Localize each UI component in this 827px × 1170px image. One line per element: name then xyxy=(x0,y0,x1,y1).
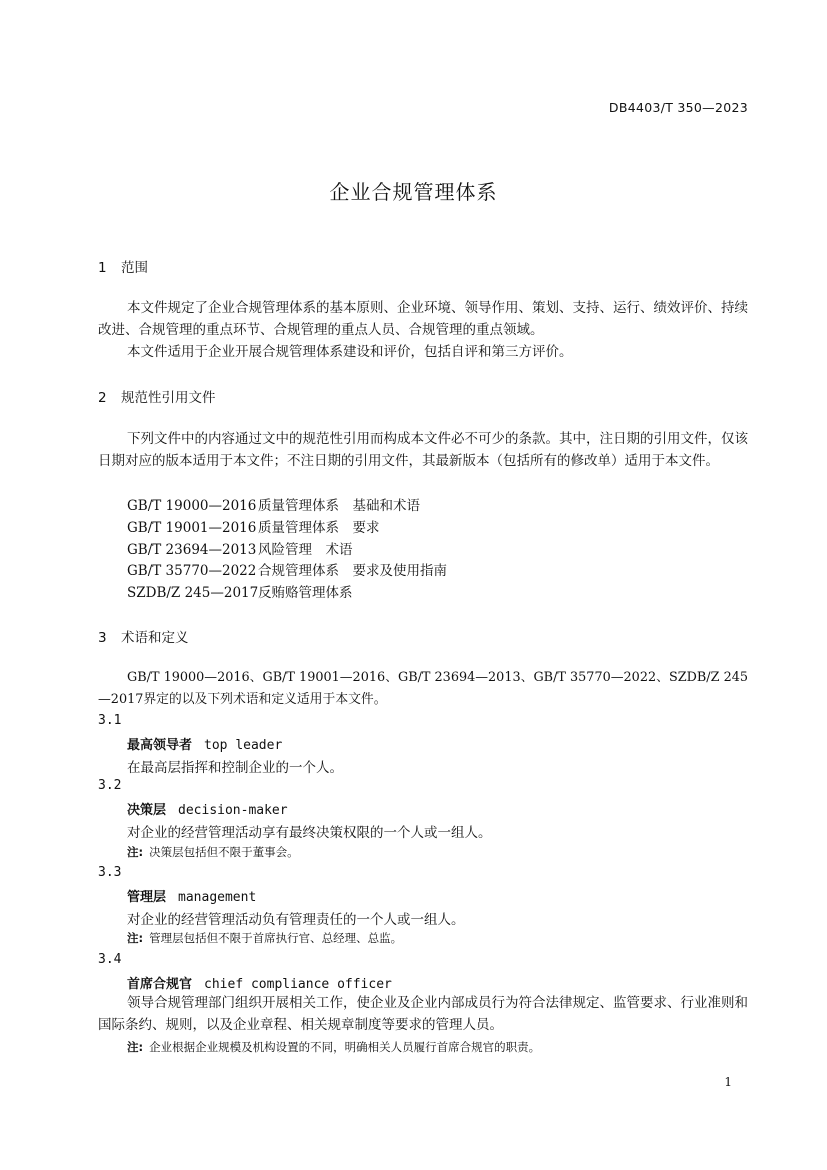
term-name-zh: 决策层 xyxy=(127,803,167,818)
section-title: 规范性引用文件 xyxy=(121,390,216,406)
section-1-paragraph-2: 本文件适用于企业开展合规管理体系建设和评价，包括自评和第三方评价。 xyxy=(127,344,573,360)
reference-item xyxy=(127,494,420,514)
reference-code: GB/T 35770—2022 xyxy=(127,563,257,579)
section-number: 3 xyxy=(98,630,107,646)
reference-title: 合规管理体系 要求及使用指南 xyxy=(258,563,447,579)
section-number: 2 xyxy=(98,390,107,406)
term-name-en: management xyxy=(178,890,257,905)
term-definition: 领导合规管理部门组织开展相关工作，使企业及企业内部成员行为符合法律规定、监管要求、行业准则和国际条约、规则，以及企业章程、相关规章制度等要求的管理人员。 xyxy=(98,995,748,1033)
note-text: 决策层包括但不限于董事会。 xyxy=(149,845,299,859)
section-3-intro: GB/T 19000—2016、GB/T 19001—2016、GB/T 23694—2013、GB/T 35770—2022、SZDB/Z 245—2017界定的以及下列术语和定义适用于本文件。 xyxy=(98,670,748,707)
reference-item xyxy=(127,581,353,601)
reference-title: 风险管理 术语 xyxy=(258,542,353,558)
section-1-paragraph-1: 本文件规定了企业合规管理体系的基本原则、企业环境、领导作用、策划、支持、运行、绩效评价、持续改进、合规管理的重点环节、合规管理的重点人员、合规管理的重点领域。 xyxy=(98,300,748,338)
section-title: 术语和定义 xyxy=(121,630,189,646)
reference-code: GB/T 23694—2013 xyxy=(127,542,257,558)
term-note xyxy=(127,930,402,946)
term-number: 3.4 xyxy=(98,952,122,967)
term-heading xyxy=(127,886,256,905)
note-label: 注: xyxy=(127,845,144,859)
note-label: 注: xyxy=(127,931,144,945)
reference-title: 反贿赂管理体系 xyxy=(258,585,353,601)
term-name-en: top leader xyxy=(204,738,283,753)
reference-code: SZDB/Z 245—2017 xyxy=(127,585,259,601)
term-note xyxy=(127,1039,540,1055)
term-name-en: chief compliance officer xyxy=(204,977,392,992)
term-definition: 对企业的经营管理活动享有最终决策权限的一个人或一组人。 xyxy=(127,825,492,841)
note-text: 企业根据企业规模及机构设置的不同，明确相关人员履行首席合规官的职责。 xyxy=(149,1040,541,1054)
term-note xyxy=(127,844,299,860)
term-number: 3.1 xyxy=(98,713,122,728)
reference-item xyxy=(127,516,380,536)
term-name-zh: 最高领导者 xyxy=(127,738,193,753)
section-2-heading xyxy=(98,386,216,406)
reference-item xyxy=(127,538,353,558)
term-name-en: decision-maker xyxy=(178,803,288,818)
document-code: DB4403/T 350—2023 xyxy=(608,100,748,115)
note-label: 注: xyxy=(127,1040,144,1054)
section-title: 范围 xyxy=(121,260,148,276)
reference-code: GB/T 19000—2016 xyxy=(127,498,257,514)
term-heading xyxy=(127,973,392,992)
term-number: 3.2 xyxy=(98,778,122,793)
reference-title: 质量管理体系 基础和术语 xyxy=(258,498,420,514)
page-title: 企业合规管理体系 xyxy=(329,180,498,204)
page-number: 1 xyxy=(724,1075,732,1089)
note-text: 管理层包括但不限于首席执行官、总经理、总监。 xyxy=(149,931,403,945)
term-name-zh: 首席合规官 xyxy=(127,977,193,992)
section-3-heading xyxy=(98,626,189,646)
term-definition: 在最高层指挥和控制企业的一个人。 xyxy=(127,760,343,776)
term-number: 3.3 xyxy=(98,865,122,880)
term-heading xyxy=(127,734,282,753)
section-1-heading xyxy=(98,256,148,276)
reference-title: 质量管理体系 要求 xyxy=(258,520,380,536)
section-2-intro: 下列文件中的内容通过文中的规范性引用而构成本文件必不可少的条款。其中，注日期的引用文件，仅该日期对应的版本适用于本文件；不注日期的引用文件，其最新版本（包括所有的修改单）适用于本文件。 xyxy=(98,431,748,469)
reference-item xyxy=(127,559,447,579)
term-name-zh: 管理层 xyxy=(127,890,167,905)
term-heading xyxy=(127,799,288,818)
term-definition: 对企业的经营管理活动负有管理责任的一个人或一组人。 xyxy=(127,912,465,928)
reference-code: GB/T 19001—2016 xyxy=(127,520,257,536)
section-number: 1 xyxy=(98,260,107,276)
